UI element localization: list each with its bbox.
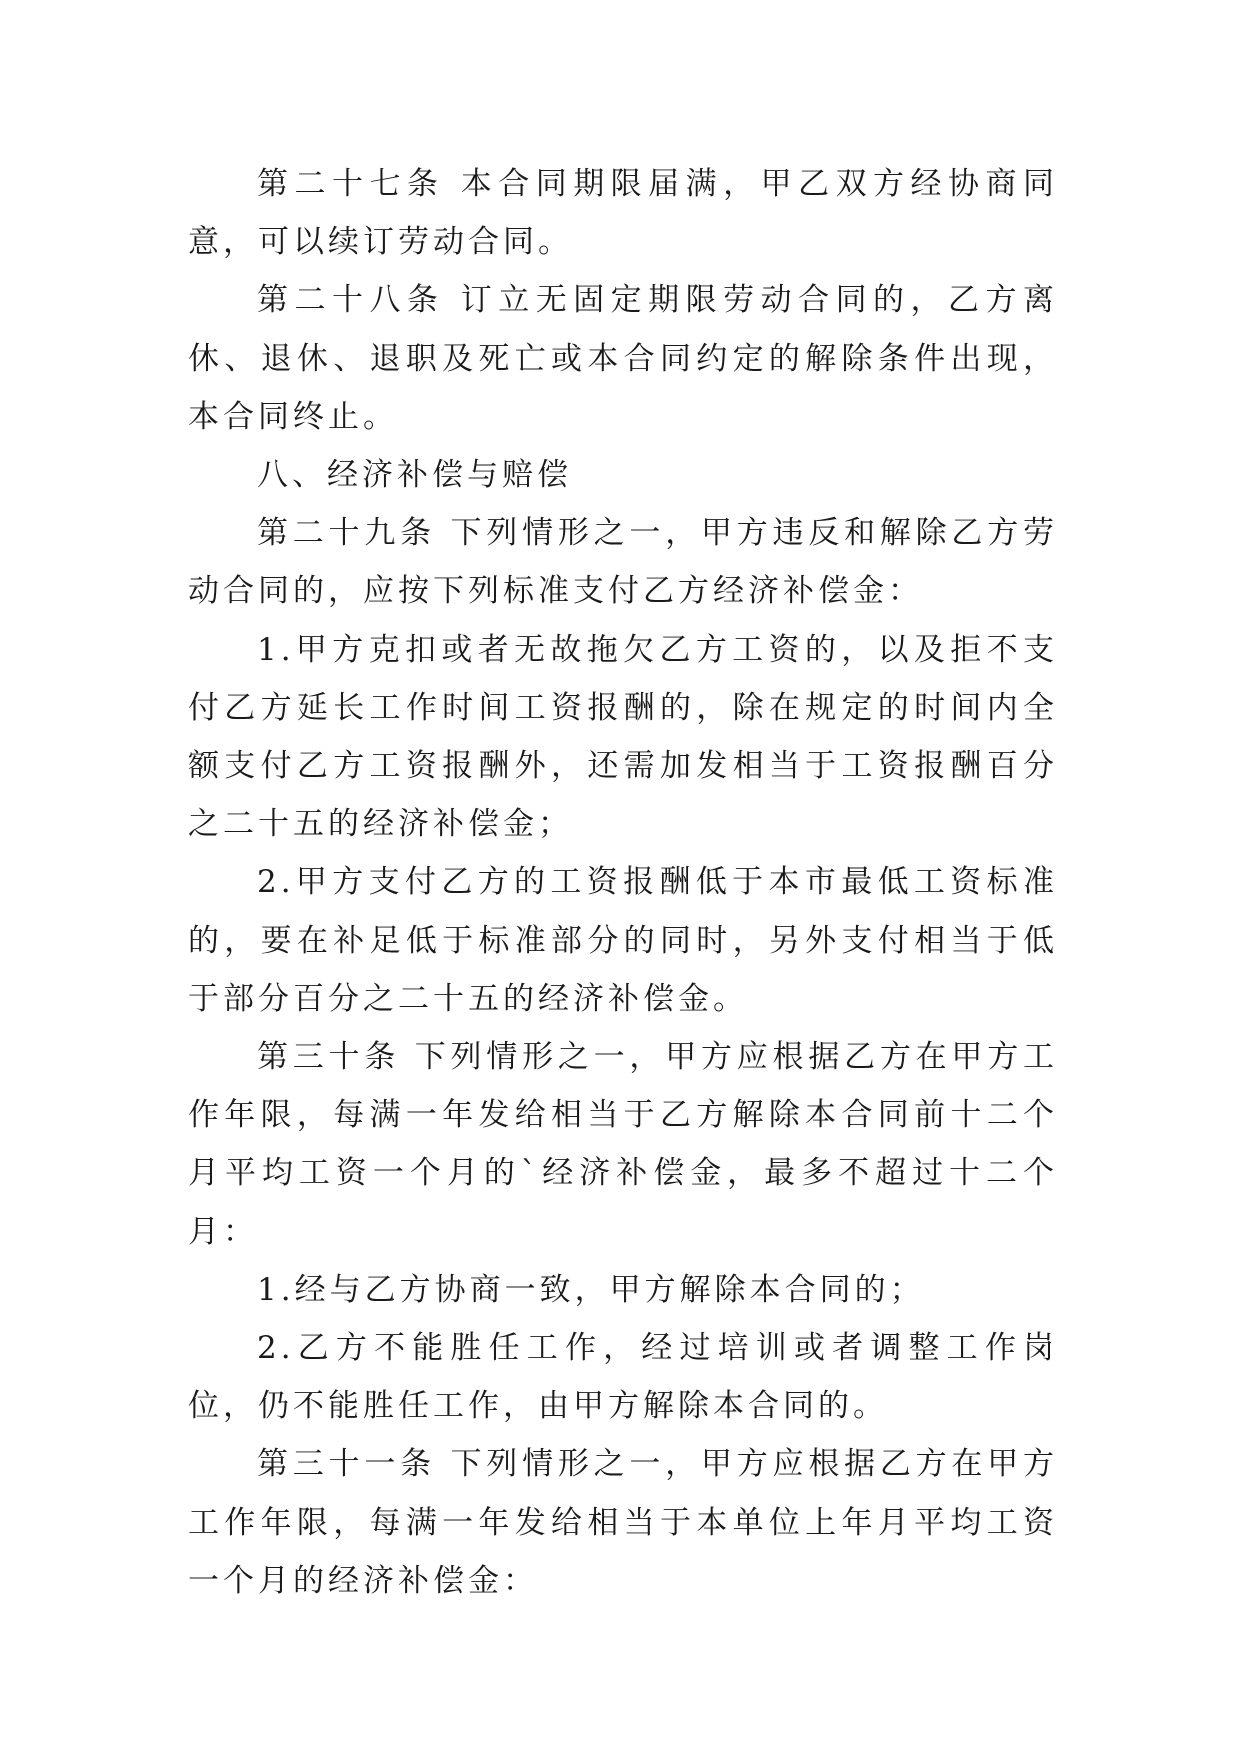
document-body bbox=[188, 155, 1058, 1610]
article-28-paragraph: 第二十八条 订立无固定期限劳动合同的，乙方离休、退休、退职及死亡或本合同约定的解除条件出现，本合同终止。 bbox=[188, 282, 1058, 435]
article-29-item-1: 1.甲方克扣或者无故拖欠乙方工资的，以及拒不支付乙方延长工作时间工资报酬的，除在规定的时间内全额支付乙方工资报酬外，还需加发相当于工资报酬百分之二十五的经济补偿金； bbox=[188, 631, 1058, 843]
article-30-item-1: 1.经与乙方协商一致，甲方解除本合同的； bbox=[257, 1271, 925, 1308]
article-30-paragraph: 第三十条 下列情形之一，甲方应根据乙方在甲方工作年限，每满一年发给相当于乙方解除本合同前十二个月平均工资一个月的`经济补偿金，最多不超过十二个月： bbox=[188, 1039, 1058, 1250]
article-31-paragraph: 第三十一条 下列情形之一，甲方应根据乙方在甲方工作年限，每满一年发给相当于本单位上年月平均工资一个月的经济补偿金： bbox=[188, 1446, 1058, 1599]
article-30-item-2: 2.乙方不能胜任工作，经过培训或者调整工作岗位，仍不能胜任工作，由甲方解除本合同的。 bbox=[188, 1330, 1058, 1425]
section-heading-compensation: 八、经济补偿与赔偿 bbox=[257, 457, 572, 494]
article-27-paragraph: 第二十七条 本合同期限届满，甲乙双方经协商同意，可以续订劳动合同。 bbox=[188, 166, 1058, 261]
article-29-item-2: 2.甲方支付乙方的工资报酬低于本市最低工资标准的，要在补足低于标准部分的同时，另外支付相当于低于部分百分之二十五的经济补偿金。 bbox=[188, 864, 1058, 1017]
article-29-paragraph: 第二十九条 下列情形之一，甲方违反和解除乙方劳动合同的，应按下列标准支付乙方经济补偿金： bbox=[188, 515, 1058, 610]
